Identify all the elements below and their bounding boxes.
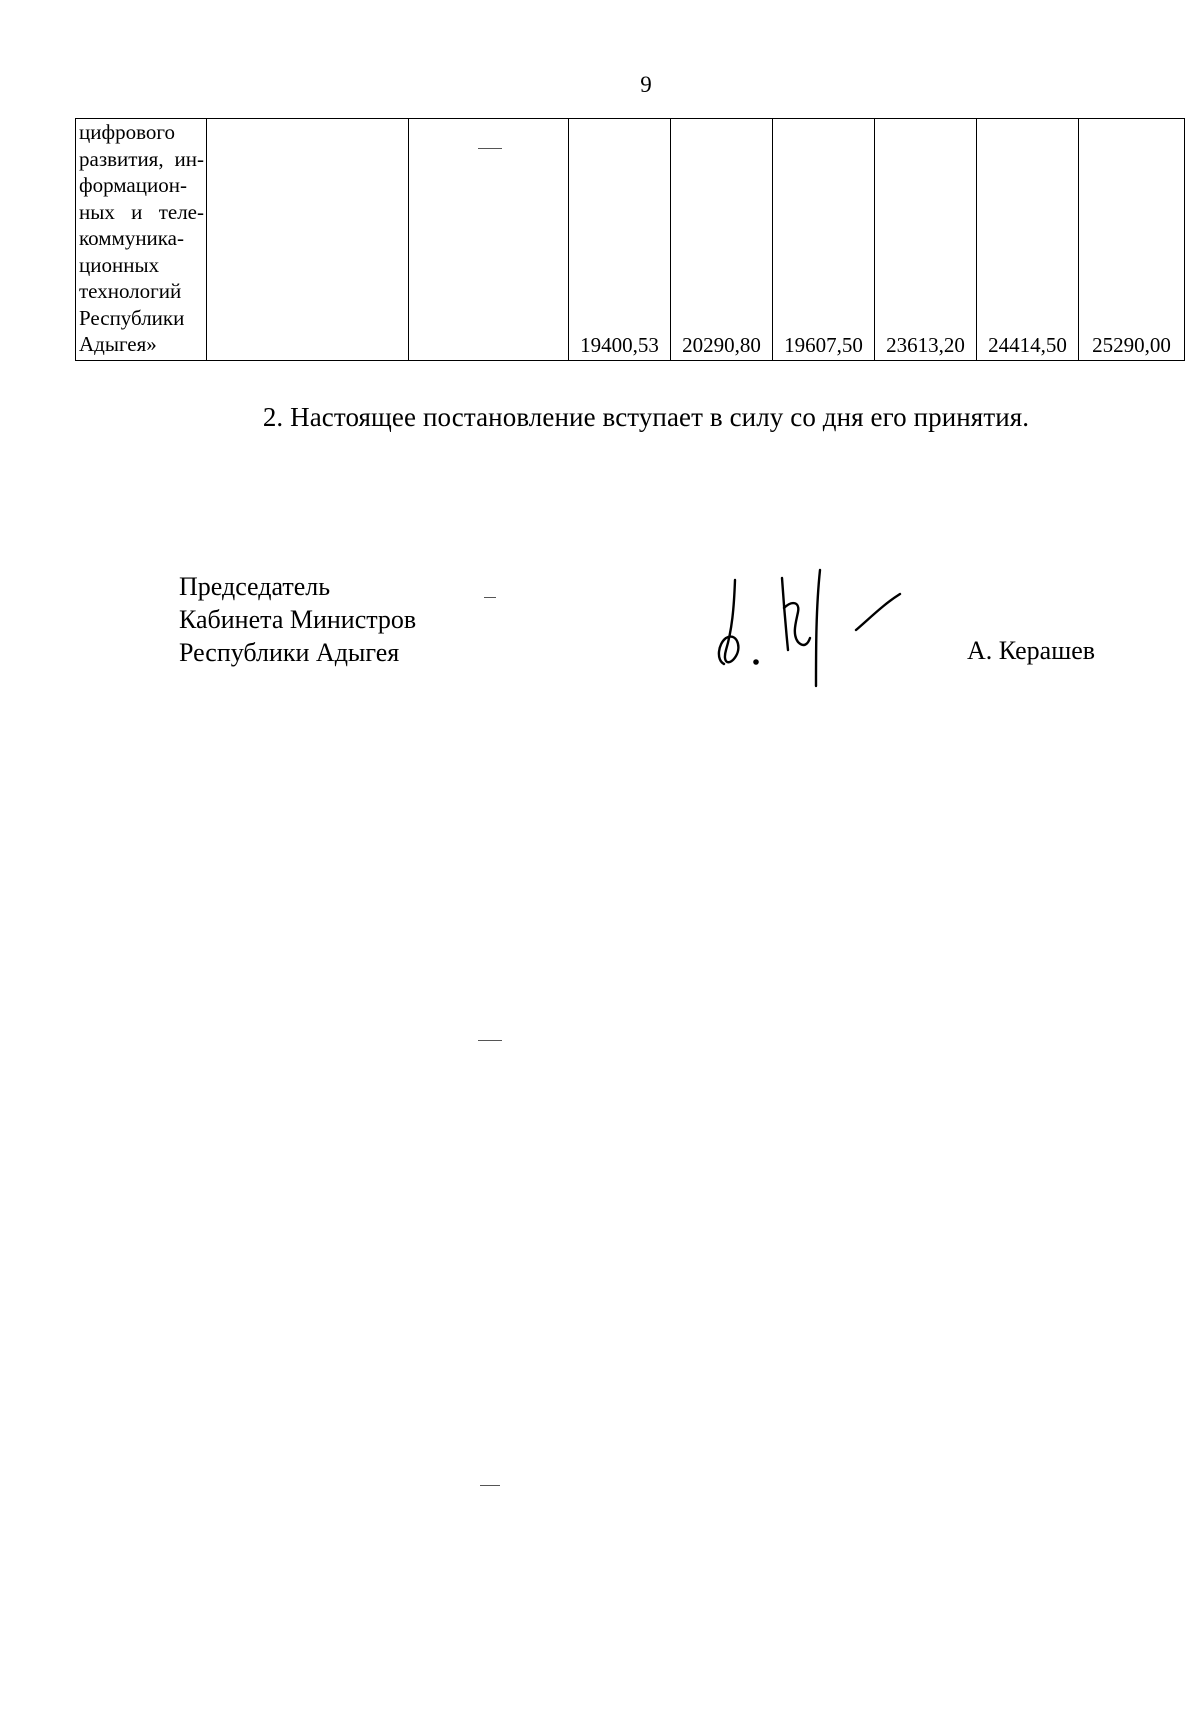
value-cell: 25290,00 [1079,119,1185,361]
row-label-cell [76,119,207,361]
row-label-line: формацион- [79,173,187,197]
signatory-title-line: Республики Адыгея [179,638,400,667]
signatory-name: А. Керашев [967,636,1096,665]
signatory-title-line: Председатель [179,572,331,601]
row-label-line: технологий [79,279,182,303]
margin-dash-mark [478,148,502,149]
row-label-line: развития, ин- [79,146,204,171]
empty-cell [207,119,409,361]
value-cell: 24414,50 [977,119,1079,361]
empty-cell [409,119,569,361]
signatory-title [179,570,416,669]
margin-dash-mark [484,597,496,598]
row-label-line: ционных [79,252,160,277]
margin-dash-mark [480,1485,500,1486]
row-label-line: Республики [79,305,185,330]
clause-paragraph: 2. Настоящее постановление вступает в силу со дня его принятия. [262,402,1030,432]
value-cell: 23613,20 [875,119,977,361]
row-label-line: коммуника- [79,226,184,250]
continuation-table [75,118,1185,361]
page-number: 9 [640,72,652,97]
value-cell: 19400,53 [569,119,671,361]
handwritten-signature [712,568,912,688]
value-cell: 19607,50 [773,119,875,361]
signatory-title-line: Кабинета Министров [179,605,417,634]
row-label-line: Адыгея» [79,332,157,356]
value-cell: 20290,80 [671,119,773,361]
row-label-line: ных и теле- [79,199,204,224]
row-label-line: цифрового [79,120,175,144]
table-row [76,119,1185,361]
margin-dash-mark [478,1040,502,1041]
